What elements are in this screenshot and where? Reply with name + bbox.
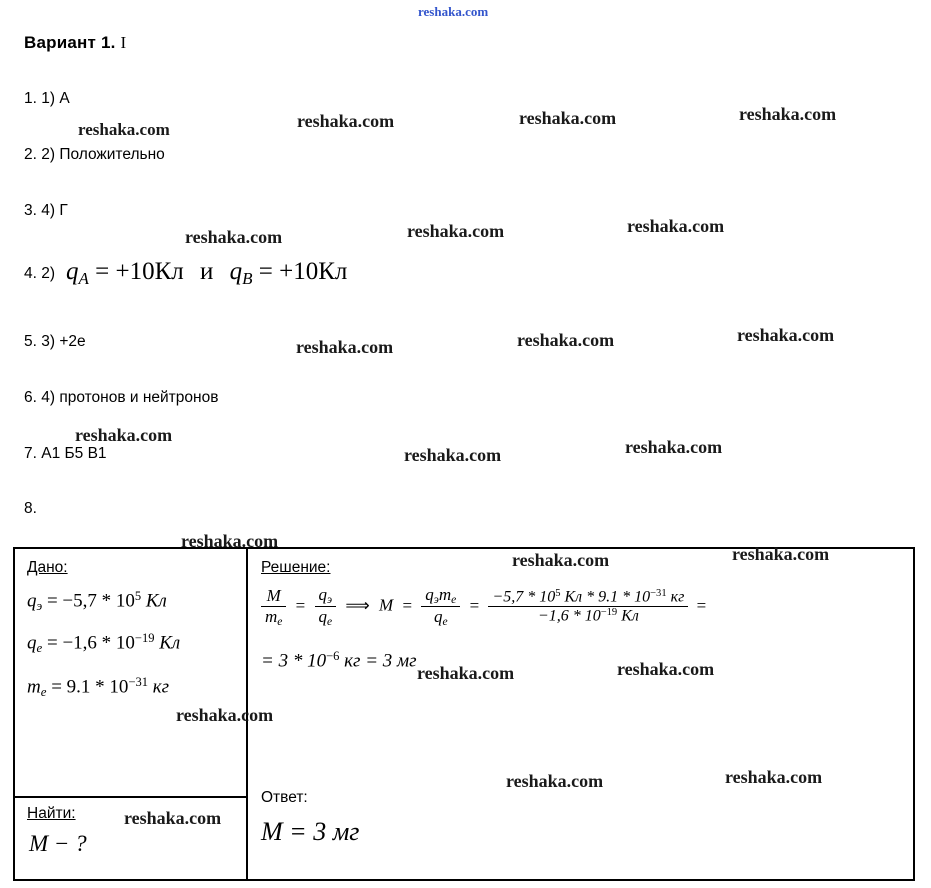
watermark-text: reshaka.com	[296, 337, 394, 357]
table-vertical-divider	[246, 549, 248, 879]
given-sup-2: −19	[134, 631, 155, 645]
solution-label: Решение:	[261, 559, 331, 576]
watermark-text: reshaka.com	[176, 705, 274, 725]
given-row-3	[27, 675, 169, 700]
solution-frac-4-num: $-5,7 * 10^5$ Кл * $9.1 * 10^{-31}$ кг	[488, 588, 688, 607]
answer-item-7: 7. А1 Б5 В1	[24, 445, 107, 462]
formula-conj: и	[200, 258, 214, 285]
solution-M: M	[379, 595, 394, 615]
formula-qa-sub: A	[78, 268, 89, 288]
solution-frac-3-num: $q_эm_e$	[421, 585, 460, 607]
solution-frac-1-den: $m_e$	[265, 606, 283, 628]
solution-frac-2-num: $q_э$	[315, 585, 337, 607]
solution-trailing-eq: =	[696, 595, 707, 615]
given-label: Дано:	[27, 559, 68, 576]
answer-value: M = 3 мг	[261, 817, 360, 846]
find-value: M − ?	[29, 831, 87, 856]
given-sub-3: e	[40, 684, 47, 700]
watermark-text: reshaka.com	[185, 227, 283, 247]
formula-item-4	[66, 258, 347, 289]
solution-line-1	[261, 585, 706, 628]
watermark-text: reshaka.com	[732, 544, 830, 564]
watermark-text: reshaka.com	[297, 111, 395, 131]
formula-qb-sub: B	[242, 268, 253, 288]
watermark-text: reshaka.com	[517, 330, 615, 350]
find-label: Найти:	[27, 805, 76, 822]
answer-item-5: 5. 3) +2е	[24, 333, 86, 350]
answer-item-2: 2. 2) Положительно	[24, 146, 165, 163]
page-title-suffix: I	[120, 33, 127, 52]
watermark-text: reshaka.com	[404, 445, 502, 465]
solution-frac-1	[261, 586, 286, 628]
watermark-text: reshaka.com	[124, 808, 222, 828]
solution-arrow: ⟹	[345, 595, 370, 615]
formula-qa-eq: = +10Кл	[88, 258, 184, 285]
watermark-text: reshaka.com	[506, 771, 604, 791]
solution-frac-2	[315, 585, 337, 628]
answer-item-1: 1. 1) А	[24, 90, 70, 107]
given-row-1	[27, 589, 167, 614]
solution-eq-1: =	[295, 595, 306, 615]
given-sup-3: −31	[128, 675, 149, 689]
solution-frac-2-den: $q_e$	[318, 607, 333, 629]
given-var-2: q	[27, 632, 37, 654]
watermark-text: reshaka.com	[627, 216, 725, 236]
watermark-text: reshaka.com	[625, 437, 723, 457]
watermark-text: reshaka.com	[417, 663, 515, 683]
given-unit-3: кг	[148, 676, 170, 698]
watermark-text: reshaka.com	[181, 531, 279, 551]
solution-eq-2: =	[402, 595, 413, 615]
watermark-text: reshaka.com	[617, 659, 715, 679]
given-sub-2: e	[36, 640, 43, 656]
watermark-text: reshaka.com	[512, 550, 610, 570]
solution-frac-4-den: $-1,6 * 10^{-19}$ Кл	[537, 607, 639, 625]
formula-qa: q	[66, 258, 79, 285]
page-title	[24, 33, 126, 53]
watermark-text: reshaka.com	[519, 108, 617, 128]
watermark-text: reshaka.com	[418, 4, 489, 19]
watermark-text: reshaka.com	[75, 425, 173, 445]
watermark-text: reshaka.com	[78, 120, 170, 139]
page-title-text: Вариант 1.	[24, 33, 116, 52]
formula-qb: q	[229, 258, 243, 285]
given-unit-2: Кл	[154, 632, 181, 654]
given-unit-1: Кл	[141, 590, 167, 612]
answer-item-4: 4. 2)	[24, 265, 56, 282]
given-sup-1: 5	[134, 589, 142, 603]
solution-eq-3: =	[469, 595, 480, 615]
solution-frac-3-den: $q_e$	[433, 607, 448, 629]
solution-line-2	[261, 649, 417, 673]
watermark-text: reshaka.com	[407, 221, 505, 241]
solution-line-2-unit: кг = 3 мг	[339, 650, 417, 672]
given-sub-1: э	[36, 598, 43, 614]
table-horizontal-divider	[15, 796, 246, 798]
watermark-text: reshaka.com	[737, 325, 835, 345]
given-eq-1: = −5,7 * 10	[42, 590, 135, 612]
answer-item-3: 3. 4) Г	[24, 202, 68, 219]
formula-qb-eq: = +10Кл	[252, 258, 348, 285]
given-row-2	[27, 631, 180, 656]
given-eq-2: = −1,6 * 10	[42, 632, 135, 654]
solution-frac-1-num: M	[261, 586, 286, 607]
solution-line-2-sup: −6	[326, 649, 340, 663]
watermark-text: reshaka.com	[725, 767, 823, 787]
problem-8-table	[13, 547, 915, 881]
solution-frac-3	[421, 585, 460, 628]
answer-label: Ответ:	[261, 789, 308, 806]
given-var-3: m	[27, 676, 41, 698]
solution-line-2-lead: = 3 * 10	[261, 650, 327, 672]
watermark-text: reshaka.com	[739, 104, 837, 124]
given-var-1: q	[27, 590, 37, 612]
answer-item-8: 8.	[24, 500, 37, 517]
answer-item-6: 6. 4) протонов и нейтронов	[24, 389, 219, 406]
given-eq-3: = 9.1 * 10	[46, 676, 129, 698]
solution-frac-4	[488, 588, 688, 626]
